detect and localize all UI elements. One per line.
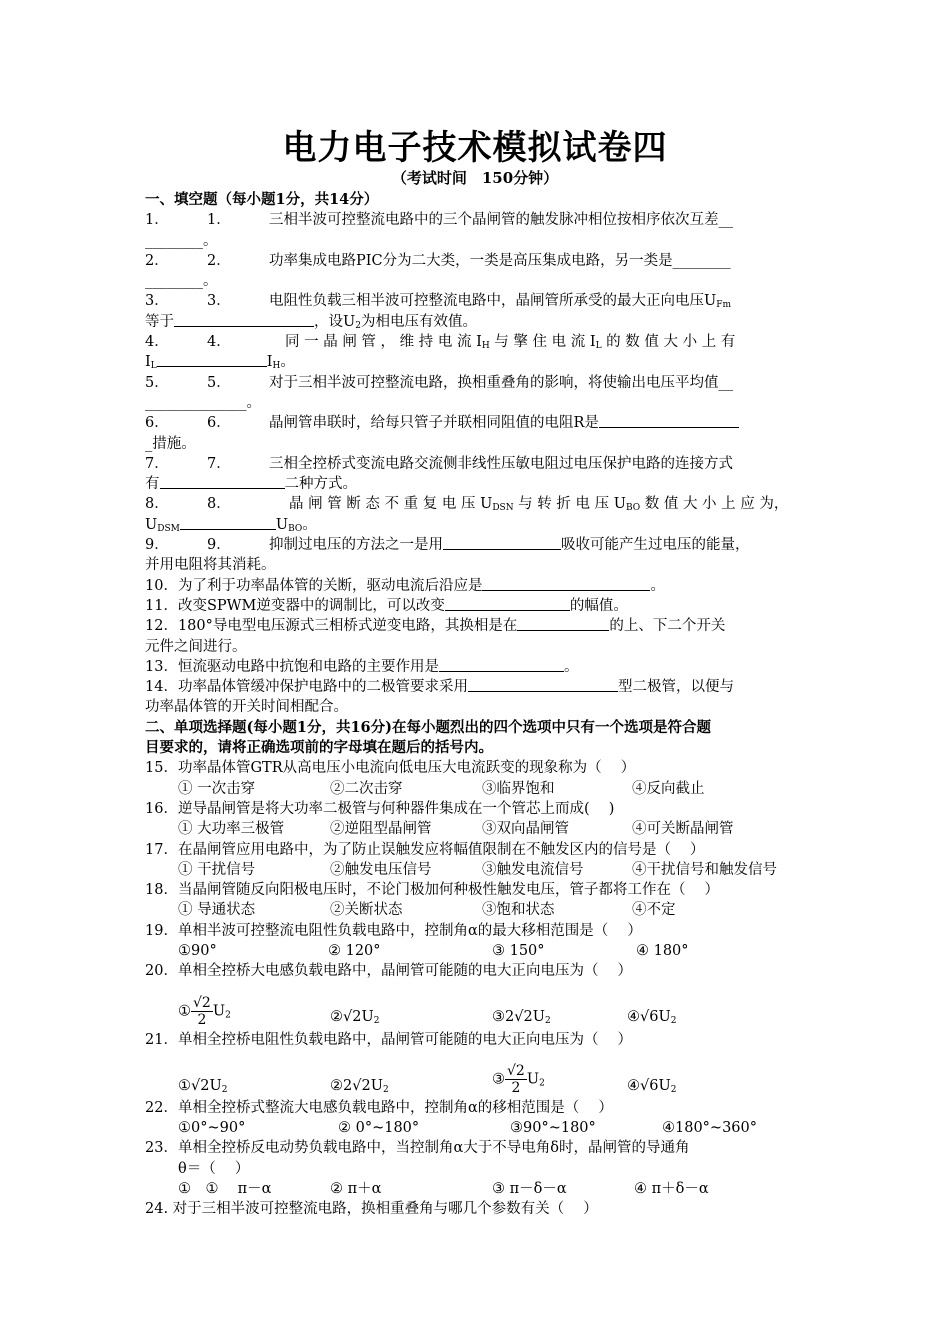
question-12 — [145, 616, 813, 636]
question-2 — [145, 251, 813, 271]
subscript: 2 — [355, 320, 361, 331]
question-number: 6． — [207, 415, 231, 432]
question-number: 1． — [145, 212, 169, 229]
question-2-continued: ________。 — [145, 273, 218, 290]
question-number: 3． — [207, 293, 231, 310]
answer-blank[interactable] — [517, 616, 609, 631]
option-1[interactable] — [178, 995, 231, 1028]
option-1[interactable]: ① 大功率三极管 — [178, 821, 285, 838]
symbol: U — [361, 1009, 374, 1026]
subscript: 2 — [382, 1084, 389, 1095]
question-number: 7． — [145, 455, 169, 472]
subscript: L — [595, 341, 602, 352]
subscript: H — [272, 361, 281, 372]
question-text: 。 — [563, 658, 579, 675]
option-2[interactable] — [330, 1007, 379, 1027]
question-18: 18．当晶闸管随反向阳极电压时，不论门极加何种极性触发电压，管子都将工作在（ ） — [145, 882, 720, 899]
question-17-options — [145, 860, 813, 880]
question-text: 为相电压有效值。 — [360, 313, 477, 330]
option-marker: ① — [178, 1077, 191, 1094]
question-1 — [145, 210, 813, 230]
option-4[interactable] — [627, 1076, 676, 1096]
coefficient: 2 — [343, 1077, 353, 1094]
question-8-continued — [145, 515, 813, 535]
symbol: U — [209, 1077, 222, 1094]
question-8 — [145, 494, 813, 514]
answer-blank[interactable] — [599, 413, 739, 428]
question-4-continued — [145, 352, 813, 372]
option-marker: ③ — [492, 1009, 505, 1026]
question-text: 10．为了利于功率晶体管的关断，驱动电流后沿应是 — [145, 577, 483, 594]
option-1[interactable]: ①90° — [178, 942, 217, 959]
option-4[interactable]: ④可关断晶闸管 — [632, 821, 734, 838]
question-number: 5． — [145, 374, 169, 391]
option-3[interactable]: ③90°~180° — [510, 1120, 596, 1137]
question-20-options — [145, 982, 813, 1030]
subscript: H — [481, 341, 490, 352]
question-text: 11．改变SPWM逆变器中的调制比，可以改变 — [145, 597, 445, 614]
subscript: 2 — [670, 1084, 677, 1095]
question-text: 的 数 值 大 小 上 有 — [601, 334, 736, 351]
option-3[interactable]: ③ 150° — [492, 942, 545, 959]
subscript: BO — [625, 503, 641, 514]
option-marker: ② — [330, 1077, 343, 1094]
coefficient: 2 — [505, 1009, 515, 1026]
question-number: 4． — [145, 334, 169, 351]
question-text: 二种方式。 — [284, 476, 357, 493]
question-13 — [145, 657, 813, 677]
question-text: 。 — [280, 354, 295, 371]
section-fill-blank-heading: 一、填空题（每小题1分，共14分） — [145, 191, 379, 208]
option-2[interactable]: ② 0°~180° — [338, 1120, 420, 1137]
question-23-continued: θ＝（ ） — [178, 1160, 250, 1177]
question-9 — [145, 535, 813, 555]
question-text: ，设U — [314, 313, 356, 330]
question-number: 3． — [145, 293, 169, 310]
question-21-options — [145, 1050, 813, 1098]
subscript: 2 — [225, 1010, 231, 1021]
radical: √6 — [640, 1009, 659, 1026]
option-1[interactable]: ① 导通状态 — [178, 902, 256, 919]
option-4[interactable]: ④ π＋δ－α — [634, 1181, 709, 1198]
question-text: 同 一 晶 闸 管 ， 维 持 电 流 I — [285, 334, 482, 351]
symbol: U — [658, 1009, 671, 1026]
option-marker: ④ — [627, 1077, 640, 1094]
symbol: U — [526, 1071, 540, 1088]
option-marker: ③ — [492, 1071, 505, 1088]
question-5-continued: ______________。 — [145, 394, 261, 411]
option-2[interactable]: ② 120° — [328, 942, 381, 959]
radical: √2 — [514, 1009, 533, 1026]
option-marker: ② — [330, 1009, 343, 1026]
subscript: 2 — [544, 1016, 551, 1027]
question-11 — [145, 596, 813, 616]
question-7 — [145, 454, 813, 474]
question-text: 等于 — [145, 313, 174, 330]
question-6-continued: _措施。 — [145, 435, 196, 452]
exam-duration: （考试时间 150分钟） — [391, 169, 559, 187]
numerator: √2 — [507, 1062, 525, 1079]
answer-blank[interactable] — [445, 596, 570, 611]
question-22-options — [145, 1118, 813, 1138]
radical: √6 — [640, 1077, 659, 1094]
question-6 — [145, 413, 813, 433]
numerator: √2 — [193, 994, 211, 1011]
answer-blank[interactable] — [468, 677, 618, 692]
question-17: 17．在晶闸管应用电路中，为了防止误触发应将幅值限制在不触发区内的信号是（ ） — [145, 841, 705, 858]
question-number: 8． — [145, 496, 169, 513]
symbol: U — [532, 1009, 545, 1026]
question-number: 2． — [145, 252, 169, 269]
question-number: 9． — [207, 537, 231, 554]
question-text: 。 — [302, 516, 317, 533]
option-4[interactable]: ④干扰信号和触发信号 — [632, 861, 777, 878]
section-choice-heading: 二、单项选择题(每小题1分，共16分)在每小题烈出的四个选项中只有一个选项是符合题 — [145, 718, 711, 736]
question-16: 16．逆导晶闸管是将大功率二极管与何种器件集成在一个管芯上而成( ) — [145, 800, 615, 817]
symbol: U — [658, 1077, 671, 1094]
radical: √2 — [343, 1009, 362, 1026]
option-4[interactable] — [627, 1007, 676, 1027]
question-5 — [145, 373, 813, 393]
option-1[interactable] — [178, 1076, 227, 1096]
question-text: 的上、下二个开关 — [609, 618, 726, 635]
question-3 — [145, 291, 813, 311]
question-text: 功率集成电路PIC分为二大类，一类是高压集成电路，另一类是________ — [269, 252, 731, 269]
answer-blank[interactable] — [160, 474, 285, 489]
question-14-continued: 功率晶体管的开关时间相配合。 — [145, 699, 348, 716]
question-4 — [145, 332, 813, 352]
option-2[interactable]: ②逆阻型晶闸管 — [330, 821, 432, 838]
question-text: 型二极管，以便与 — [617, 679, 734, 696]
question-20: 20．单相全控桥大电感负载电路中，晶闸管可能随的电大正向电压为（ ） — [145, 963, 633, 980]
subscript: 2 — [373, 1016, 380, 1027]
subscript: Fm — [716, 300, 731, 311]
question-number: 7． — [207, 455, 231, 472]
question-text: 对于三相半波可控整流电路，换相重叠角的影响，将使输出电压平均值__ — [269, 374, 733, 391]
question-text: 三相半波可控整流电路中的三个晶闸管的触发脉冲相位按相序依次互差__ — [269, 212, 733, 229]
option-2[interactable]: ②二次击穿 — [330, 780, 403, 797]
option-1[interactable]: ① 一次击穿 — [178, 780, 256, 797]
question-number: 6． — [145, 415, 169, 432]
question-text: 14．功率晶体管缓冲保护电路中的二极管要求采用 — [145, 679, 468, 696]
option-4[interactable]: ④ 180° — [636, 942, 689, 959]
question-3-continued — [145, 312, 813, 332]
answer-blank[interactable] — [174, 312, 314, 327]
question-22: 22．单相全控桥式整流大电感负载电路中，控制角α的移相范围是（ ） — [145, 1099, 613, 1116]
subscript: 2 — [539, 1078, 545, 1089]
denominator: 2 — [197, 1011, 207, 1028]
option-4[interactable]: ④不定 — [632, 902, 676, 919]
question-16-options — [145, 819, 813, 839]
question-9-continued: 并用电阻将其消耗。 — [145, 557, 276, 574]
radical: √2 — [352, 1077, 371, 1094]
question-19-options — [145, 941, 813, 961]
option-4[interactable]: ④180°~360° — [662, 1120, 758, 1137]
question-text: 晶闸管串联时，给每只管子并联相同阻值的电阻R是 — [269, 415, 599, 432]
fraction — [191, 995, 213, 1028]
subscript: DSN — [492, 503, 514, 514]
question-number: 8． — [207, 496, 231, 513]
option-2[interactable]: ② π＋α — [330, 1181, 382, 1198]
question-text: 三相全控桥式变流电路交流侧非线性压敏电阻过电压保护电路的连接方式 — [269, 455, 733, 472]
question-text: 电阻性负载三相半波可控整流电路中，晶闸管所承受的最大正向电压U — [269, 293, 717, 310]
question-text: 晶 闸 管 断 态 不 重 复 电 压 U — [289, 496, 493, 513]
question-number: 5． — [207, 374, 231, 391]
question-18-options — [145, 900, 813, 920]
question-text: I — [266, 354, 273, 371]
question-text: 与 擎 住 电 流 I — [489, 334, 596, 351]
question-text: U — [275, 516, 289, 533]
subscript: DSM — [157, 523, 180, 534]
symbol: U — [370, 1077, 383, 1094]
fraction — [505, 1063, 527, 1096]
question-19: 19．单相半波可控整流电阻性负载电路中，控制角α的最大移相范围是（ ） — [145, 922, 642, 939]
subscript: 2 — [670, 1016, 677, 1027]
exam-body — [145, 190, 813, 1220]
question-24: 24. 对于三相半波可控整流电路，换相重叠角与哪几个参数有关（ ） — [145, 1201, 598, 1218]
option-2[interactable] — [330, 1076, 389, 1096]
section-choice-heading-continued: 目要求的，请将正确选项前的字母填在题后的括号内。 — [145, 739, 493, 757]
page-title: 电力电子技术模拟试卷四 — [282, 128, 668, 168]
answer-blank[interactable] — [157, 352, 267, 367]
question-text: 。 — [650, 577, 665, 594]
subscript: BO — [288, 523, 303, 534]
option-marker: ④ — [627, 1009, 640, 1026]
option-3[interactable]: ③ π－δ－α — [492, 1181, 567, 1198]
option-1[interactable]: ①0°~90° — [178, 1120, 246, 1137]
question-text: 12．180°导电型电压源式三相桥式逆变电路，其换相是在 — [145, 618, 518, 635]
option-4[interactable]: ④反向截止 — [632, 780, 705, 797]
question-text: 数 值 大 小 上 应 为， — [640, 496, 789, 513]
question-text: 13．恒流驱动电路中抗饱和电路的主要作用是 — [145, 658, 439, 675]
option-3[interactable]: ③触发电流信号 — [482, 861, 584, 878]
question-10 — [145, 576, 813, 596]
question-text: 的幅值。 — [569, 597, 628, 614]
question-21: 21．单相全控桥电阻性负载电路中，晶闸管可能随的电大正向电压为（ ） — [145, 1031, 633, 1048]
option-3[interactable] — [492, 1063, 545, 1096]
subscript: L — [150, 361, 157, 372]
question-15-options — [145, 779, 813, 799]
question-text: U — [145, 516, 158, 533]
question-number: 4． — [207, 334, 231, 351]
option-2[interactable]: ②触发电压信号 — [330, 861, 432, 878]
question-23-options — [145, 1179, 813, 1199]
answer-blank[interactable] — [443, 535, 561, 550]
answer-blank[interactable] — [482, 576, 650, 591]
question-number: 1． — [207, 212, 231, 229]
question-text: 有 — [145, 476, 160, 493]
question-14 — [145, 677, 813, 697]
symbol: U — [212, 1003, 226, 1020]
subscript: 2 — [221, 1084, 228, 1095]
question-text: 抑制过电压的方法之一是用 — [269, 537, 443, 554]
question-7-continued — [145, 474, 813, 494]
question-text: 吸收可能产生过电压的能量， — [561, 537, 750, 554]
radical: √2 — [191, 1077, 210, 1094]
question-number: 2． — [207, 252, 231, 269]
question-number: 9． — [145, 537, 169, 554]
option-1[interactable]: ① 干扰信号 — [178, 861, 256, 878]
option-3[interactable]: ③双向晶闸管 — [482, 821, 569, 838]
denominator: 2 — [511, 1079, 521, 1096]
answer-blank[interactable] — [439, 657, 564, 672]
answer-blank[interactable] — [180, 515, 276, 530]
option-3[interactable]: ③临界饱和 — [482, 780, 555, 797]
question-1-continued: ________。 — [145, 232, 218, 249]
question-text: 与 转 折 电 压 U — [513, 496, 626, 513]
question-text: I — [145, 354, 151, 371]
question-15: 15．功率晶体管GTR从高电压小电流向低电压大电流跃变的现象称为（ ） — [145, 760, 636, 777]
option-2[interactable]: ②关断状态 — [330, 902, 403, 919]
option-3[interactable]: ③饱和状态 — [482, 902, 555, 919]
option-1[interactable]: ① ① π－α — [178, 1181, 272, 1198]
question-12-continued: 元件之间进行。 — [145, 638, 247, 655]
option-marker: ① — [178, 1003, 191, 1020]
option-3[interactable] — [492, 1007, 551, 1027]
question-23: 23．单相全控桥反电动势负载电路中，当控制角α大于不导电角δ时，晶闸管的导通角 — [145, 1140, 690, 1157]
